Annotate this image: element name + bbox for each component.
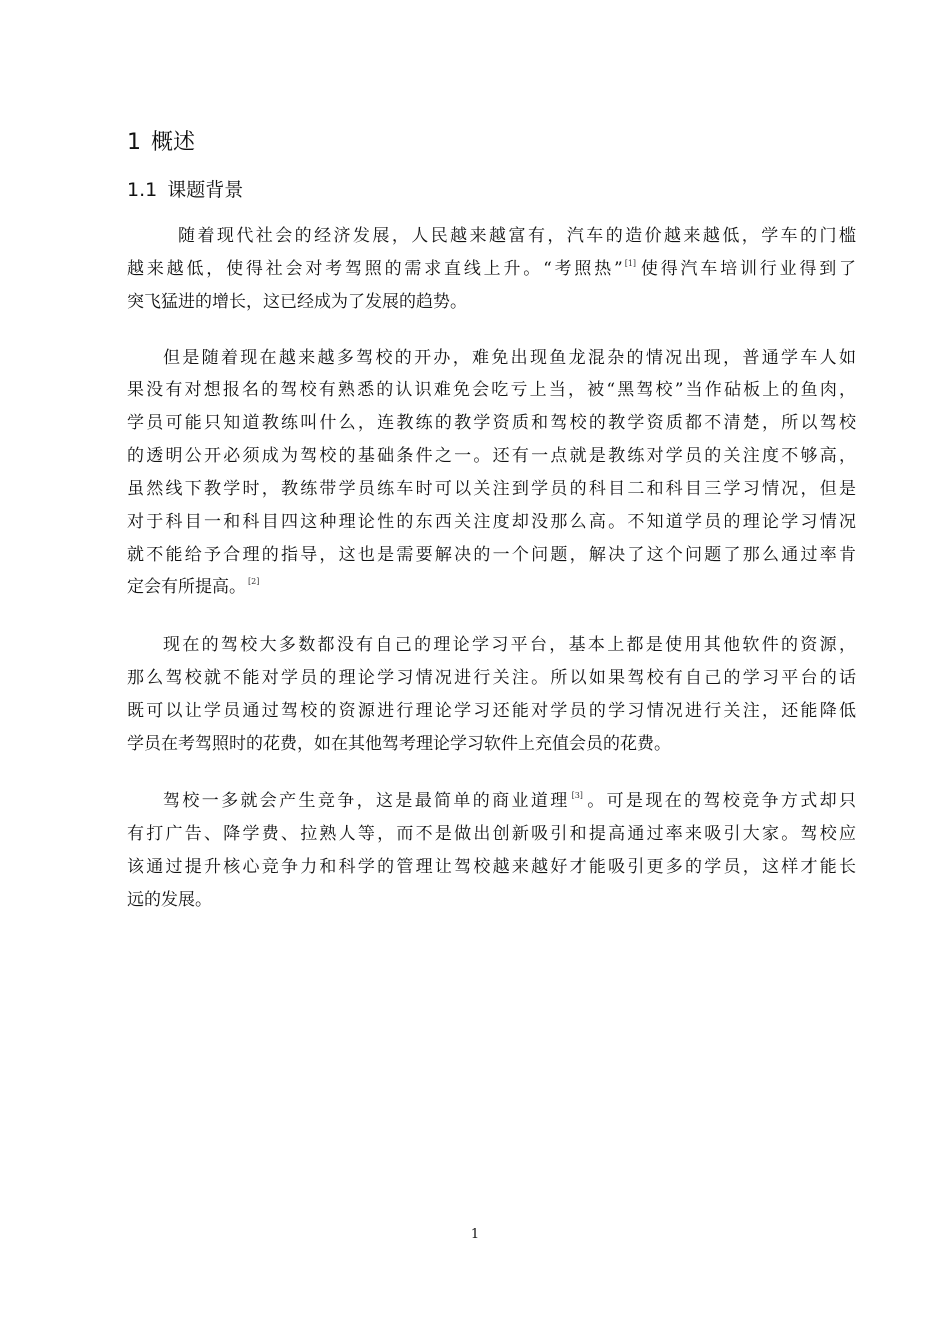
paragraph-2-line-2: 果没有对想报名的驾校有熟悉的认识难免会吃亏上当，被“黑驾校”当作砧板上的鱼肉， <box>127 380 856 400</box>
chapter-title: 概述 <box>151 130 196 155</box>
paragraph-2-line-7: 就不能给予合理的指导，这也是需要解决的一个问题，解决了这个问题了那么通过率肯 <box>127 545 856 565</box>
page-number: 1 <box>470 1227 480 1242</box>
section-title: 课题背景 <box>167 179 244 201</box>
paragraph-4-line-4: 远的发展。 <box>127 890 212 910</box>
paragraph-2-line-8-text: 定会有所提高。 <box>127 577 246 597</box>
paragraph-3-line-1: 现在的驾校大多数都没有自己的理论学习平台，基本上都是使用其他软件的资源， <box>163 635 856 655</box>
paragraph-4-line-2: 有打广告、降学费、拉熟人等，而不是做出创新吸引和提高通过率来吸引大家。驾校应 <box>127 824 856 844</box>
paragraph-1-line-2-text-b: 使得汽车培训行业得到了 <box>638 259 857 279</box>
section-number: 1.1 <box>127 179 158 201</box>
paragraph-2-line-4: 的透明公开必须成为驾校的基础条件之一。还有一点就是教练对学员的关注度不够高， <box>127 446 856 466</box>
paragraph-4-line-1-text-a: 驾校一多就会产生竞争，这是最简单的商业道理 <box>163 791 570 811</box>
paragraph-3-line-3: 既可以让学员通过驾校的资源进行理论学习还能对学员的学习情况进行关注，还能降低 <box>127 701 856 721</box>
paragraph-4-line-3: 该通过提升核心竞争力和科学的管理让驾校越来越好才能吸引更多的学员，这样才能长 <box>127 857 856 877</box>
paragraph-2-line-1: 但是随着现在越来越多驾校的开办，难免出现鱼龙混杂的情况出现，普通学车人如 <box>163 348 856 368</box>
chapter-number: 1 <box>127 130 141 155</box>
citation-1[interactable]: [1] <box>624 259 637 268</box>
paragraph-3-line-4: 学员在考驾照时的花费，如在其他驾考理论学习软件上充值会员的花费。 <box>127 734 671 754</box>
paragraph-4-line-1 <box>163 789 856 813</box>
section-heading <box>127 176 243 204</box>
paragraph-2-line-5: 虽然线下教学时，教练带学员练车时可以关注到学员的科目二和科目三学习情况，但是 <box>127 479 856 499</box>
paragraph-1-line-3: 突飞猛进的增长，这已经成为了发展的趋势。 <box>127 292 467 312</box>
paragraph-2-line-6: 对于科目一和科目四这种理论性的东西关注度却没那么高。不知道学员的理论学习情况 <box>127 512 856 532</box>
paragraph-1-line-2 <box>127 257 856 281</box>
chapter-heading <box>127 128 195 158</box>
paragraph-3-line-2: 那么驾校就不能对学员的理论学习情况进行关注。所以如果驾校有自己的学习平台的话 <box>127 668 856 688</box>
citation-2[interactable]: [2] <box>248 577 260 586</box>
citation-3[interactable]: [3] <box>571 791 583 800</box>
paragraph-2-line-3: 学员可能只知道教练叫什么，连教练的教学资质和驾校的教学资质都不清楚，所以驾校 <box>127 413 856 433</box>
paragraph-2-line-8 <box>127 575 261 599</box>
paragraph-1-line-2-text-a: 越来越低，使得社会对考驾照的需求直线上升。“考照热” <box>127 259 623 279</box>
paragraph-4-line-1-text-b: 。可是现在的驾校竞争方式却只 <box>584 791 856 811</box>
paragraph-1-line-1: 随着现代社会的经济发展，人民越来越富有，汽车的造价越来越低，学车的门槛 <box>178 226 856 246</box>
